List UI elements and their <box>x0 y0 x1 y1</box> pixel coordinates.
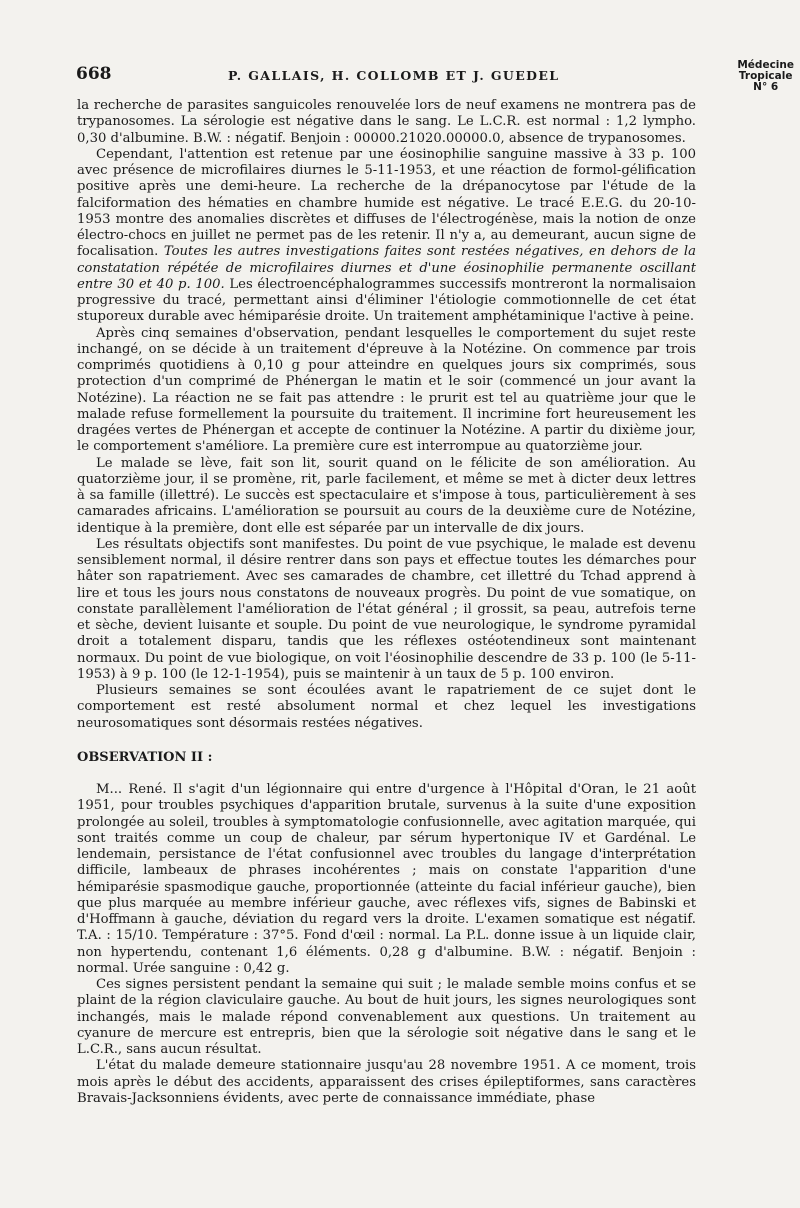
paragraph-3: Après cinq semaines d'observation, pendant lesquelles le comportement du sujet reste inchangé, on se décide à un traitement d'épreuve à la Notézine. On commence par trois comprimés quotidiens à 0,10 g pour atteindre en quelques jours six comprimés, sous protection d'un comprimé de Phénergan le matin et le soir (commencé un jour avant la Notézine). La réaction ne se fait pas attendre : le prurit est tel au quatrième jour que le malade refuse formellement la poursuite du traitement. Il incrimine fort heureusement les dragées vertes de Phénergan et accepte de continuer la Notézine. A partir du dixième jour, le comportement s'améliore. La première cure est interrompue au quatorzième jour. <box>77 325 696 455</box>
section-heading: OBSERVATION II : <box>77 749 213 765</box>
journal-line-2: Tropicale <box>738 70 793 82</box>
paragraph-5: Les résultats objectifs sont manifestes. Du point de vue psychique, le malade est devenu sensiblement normal, il désire rentrer dans son pays et effectue toutes les démarches pour hâter son rapatriement. Avec ses camarades de chambre, cet illettré du Tchad apprend à lire et tous les jours nous constatons de nouveaux progrès. Du point de vue somatique, on constate parallèlement l'amélioration de l'état général ; il grossit, sa peau, autrefois terne et sèche, devient luisante et souple. Du point de vue neurologique, le syndrome pyramidal droit a totalement disparu, tandis que les réflexes ostéotendineux sont maintenant normaux. Du point de vue biologique, on voit l'éosinophilie descendre de 33 p. 100 (le 5-11-1953) à 9 p. 100 (le 12-1-1954), puis se maintenir à un taux de 5 p. 100 environ. <box>77 536 696 682</box>
paragraph-9: L'état du malade demeure stationnaire jusqu'au 28 novembre 1951. A ce moment, trois mois après le début des accidents, apparaissent des crises épileptiformes, sans caractères Bravais-Jacksonniens évidents, avec perte de connaissance immédiate, phase <box>77 1058 696 1106</box>
journal-line-1: Médecine <box>737 59 794 71</box>
journal-tag <box>737 60 794 93</box>
page-number: 668 <box>76 64 112 84</box>
paragraph-2-part-b: Les électroencéphalogrammes successifs montreront la normalisaion progressive du tracé, permettant ainsi d'éliminer l'étiologie commotionnelle de cet état stuporeux durable avec hémiparésie droite. Un traitement amphétaminique l'active à peine. <box>77 276 696 325</box>
article-body <box>77 98 696 1107</box>
paragraph-6: Plusieurs semaines se sont écoulées avant le rapatriement de ce sujet dont le comportement est resté absolument normal et chez lequel les investigations neurosomatiques sont désormais restées négatives. <box>77 683 696 731</box>
paragraph-7: M... René. Il s'agit d'un légionnaire qui entre d'urgence à l'Hôpital d'Oran, le 21 août 1951, pour troubles psychiques d'apparition brutale, survenus à la suite d'une exposition prolongée au soleil, troubles à symptomatologie confusionnelle, avec agitation marquée, qui sont traités comme un coup de chaleur, par sérum hypertonique IV et Gardénal. Le lendemain, persistance de l'état confusionnel avec troubles du langage d'interprétation difficile, lambeaux de phrases incohérentes ; mais on constate l'apparition d'une hémiparésie spasmodique gauche, proportionnée (atteinte du facial inférieur gauche), bien que plus marquée au membre inférieur gauche, avec réflexes vifs, signes de Babinski et d'Hoffmann à gauche, déviation du regard vers la droite. L'examen somatique est négatif. T.A. : 15/10. Température : 37°5. Fond d'œil : normal. La P.L. donne issue à un liquide clair, non hypertendu, contenant 1,6 éléments. 0,28 g d'albumine. B.W. : négatif. Benjoin : normal. Urée sanguine : 0,42 g. <box>77 782 696 976</box>
paragraph-4: Le malade se lève, fait son lit, sourit quand on le félicite de son amélioration. Au quatorzième jour, il se promène, rit, parle facilement, et même se met à dicter deux lettres à sa famille (illettré). Le succès est spectaculaire et s'impose à tous, particulièrement à ses camarades africains. L'amélioration se poursuit au cours de la deuxième cure de Notézine, identique à la première, dont elle est séparée par un intervalle de dix jours. <box>77 455 696 536</box>
paragraph-2 <box>77 147 696 326</box>
page-header <box>0 60 800 100</box>
paragraph-8: Ces signes persistent pendant la semaine qui suit ; le malade semble moins confus et se plaint de la région claviculaire gauche. Au bout de huit jours, les signes neurologiques sont inchangés, mais le malade répond convenablement aux questions. Un traitement au cyanure de mercure est entrepris, bien que la sérologie soit négative dans le sang et le L.C.R., sans aucun résultat. <box>77 977 696 1057</box>
running-head-authors: P. GALLAIS, H. COLLOMB ET J. GUEDEL <box>228 68 560 83</box>
paragraph-1: la recherche de parasites sanguicoles renouvelée lors de neuf examens ne montrera pas de trypanosomes. La sérologie est négative dans le sang. Le L.C.R. est normal : 1,2 lympho. 0,30 d'albumine. B.W. : négatif. Benjoin : 00000.21020.00000.0, absence de trypanosomes. <box>77 98 696 146</box>
paragraph-2-part-a: Cependant, l'attention est retenue par une éosinophilie sanguine massive à 33 p. 100 avec présence de microfilaires diurnes le 5-11-1953, et une réaction de formol-gélification positive après une demi-heure. La recherche de la drépanocytose par l'étude de la falciformation des hématies en chambre humide est négative. Le tracé E.E.G. du 20-10-1953 montre des anomalies discrètes et diffuses de l'électrogénèse, mais la notion de onze électro-chocs en juillet ne permet pas de les retenir. Il n'y a, au demeurant, aucun signe de focalisation. <box>77 146 696 260</box>
paragraph-2-italic: Toutes les autres investigations faites sont restées négatives, en dehors de la constatation répétée de microfilaires diurnes et d'une éosinophilie permanente oscillant entre 30 et 40 p. 100. <box>77 244 696 292</box>
journal-line-3: N° 6 <box>753 81 779 93</box>
